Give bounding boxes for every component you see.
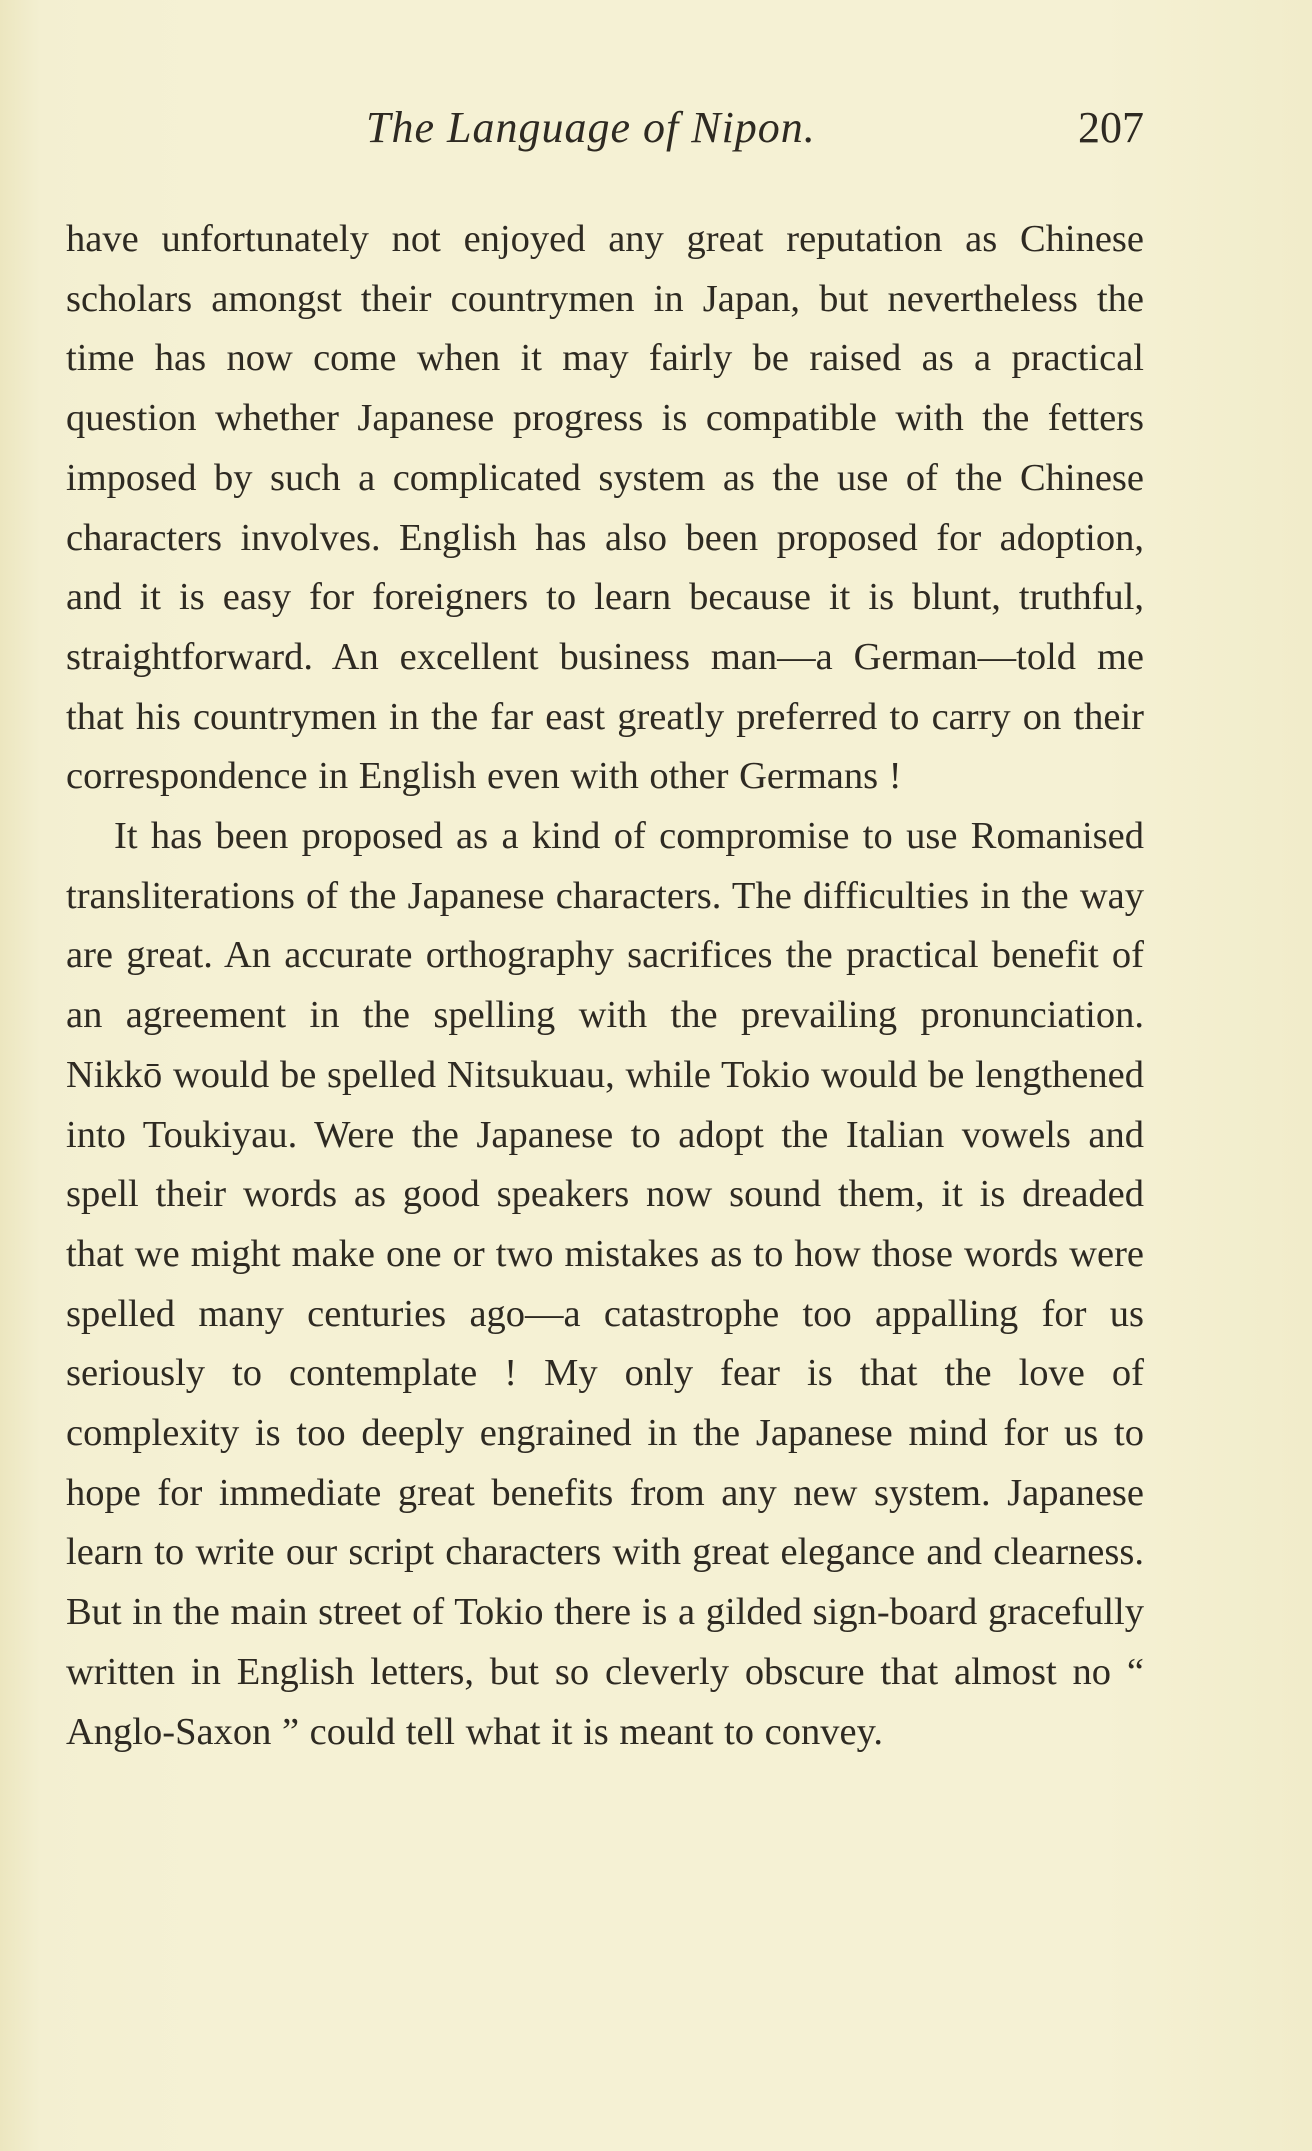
paragraph-1: have unfortunately not enjoyed any great reputation as Chinese scholars amongst their countrymen in Japan, but nevertheless the time has now come when it may fairly be raised as a practical question whether Japanese progress is compatible with the fetters imposed by such a complicated system as the use of the Chinese characters involves. English has also been proposed for adoption, and it is easy for foreigners to learn because it is blunt, truthful, straightforward. An excellent business man—a German—told me that his countrymen in the far east greatly preferred to carry on their correspondence in English even with other Germans ! <box>66 218 1144 798</box>
body-text <box>66 210 1144 1762</box>
paragraph-2: It has been proposed as a kind of compromise to use Romanised transliterations of the Japanese characters. The difficulties in the way are great. An accurate orthography sacrifices the practical benefit of an agreement in the spelling with the prevailing pronunciation. Nikkō would be spelled Nitsukuau, while Tokio would be lengthened into Toukiyau. Were the Japanese to adopt the Italian vowels and spell their words as good speakers now sound them, it is dreaded that we might make one or two mistakes as to how those words were spelled many centuries ago—a catastrophe too appalling for us seriously to contemplate ! My only fear is that the love of complexity is too deeply engrained in the Japanese mind for us to hope for immediate great benefits from any new system. Japanese learn to write our script characters with great elegance and clearness. But in the main street of Tokio there is a gilded sign-board gracefully written in English letters, but so cleverly obscure that almost no “ Anglo-Saxon ” could tell what it is meant to convey. <box>66 815 1144 1753</box>
running-title: The Language of Nipon. <box>366 103 816 152</box>
page-header <box>66 102 1144 162</box>
page-number: 207 <box>1078 103 1144 152</box>
